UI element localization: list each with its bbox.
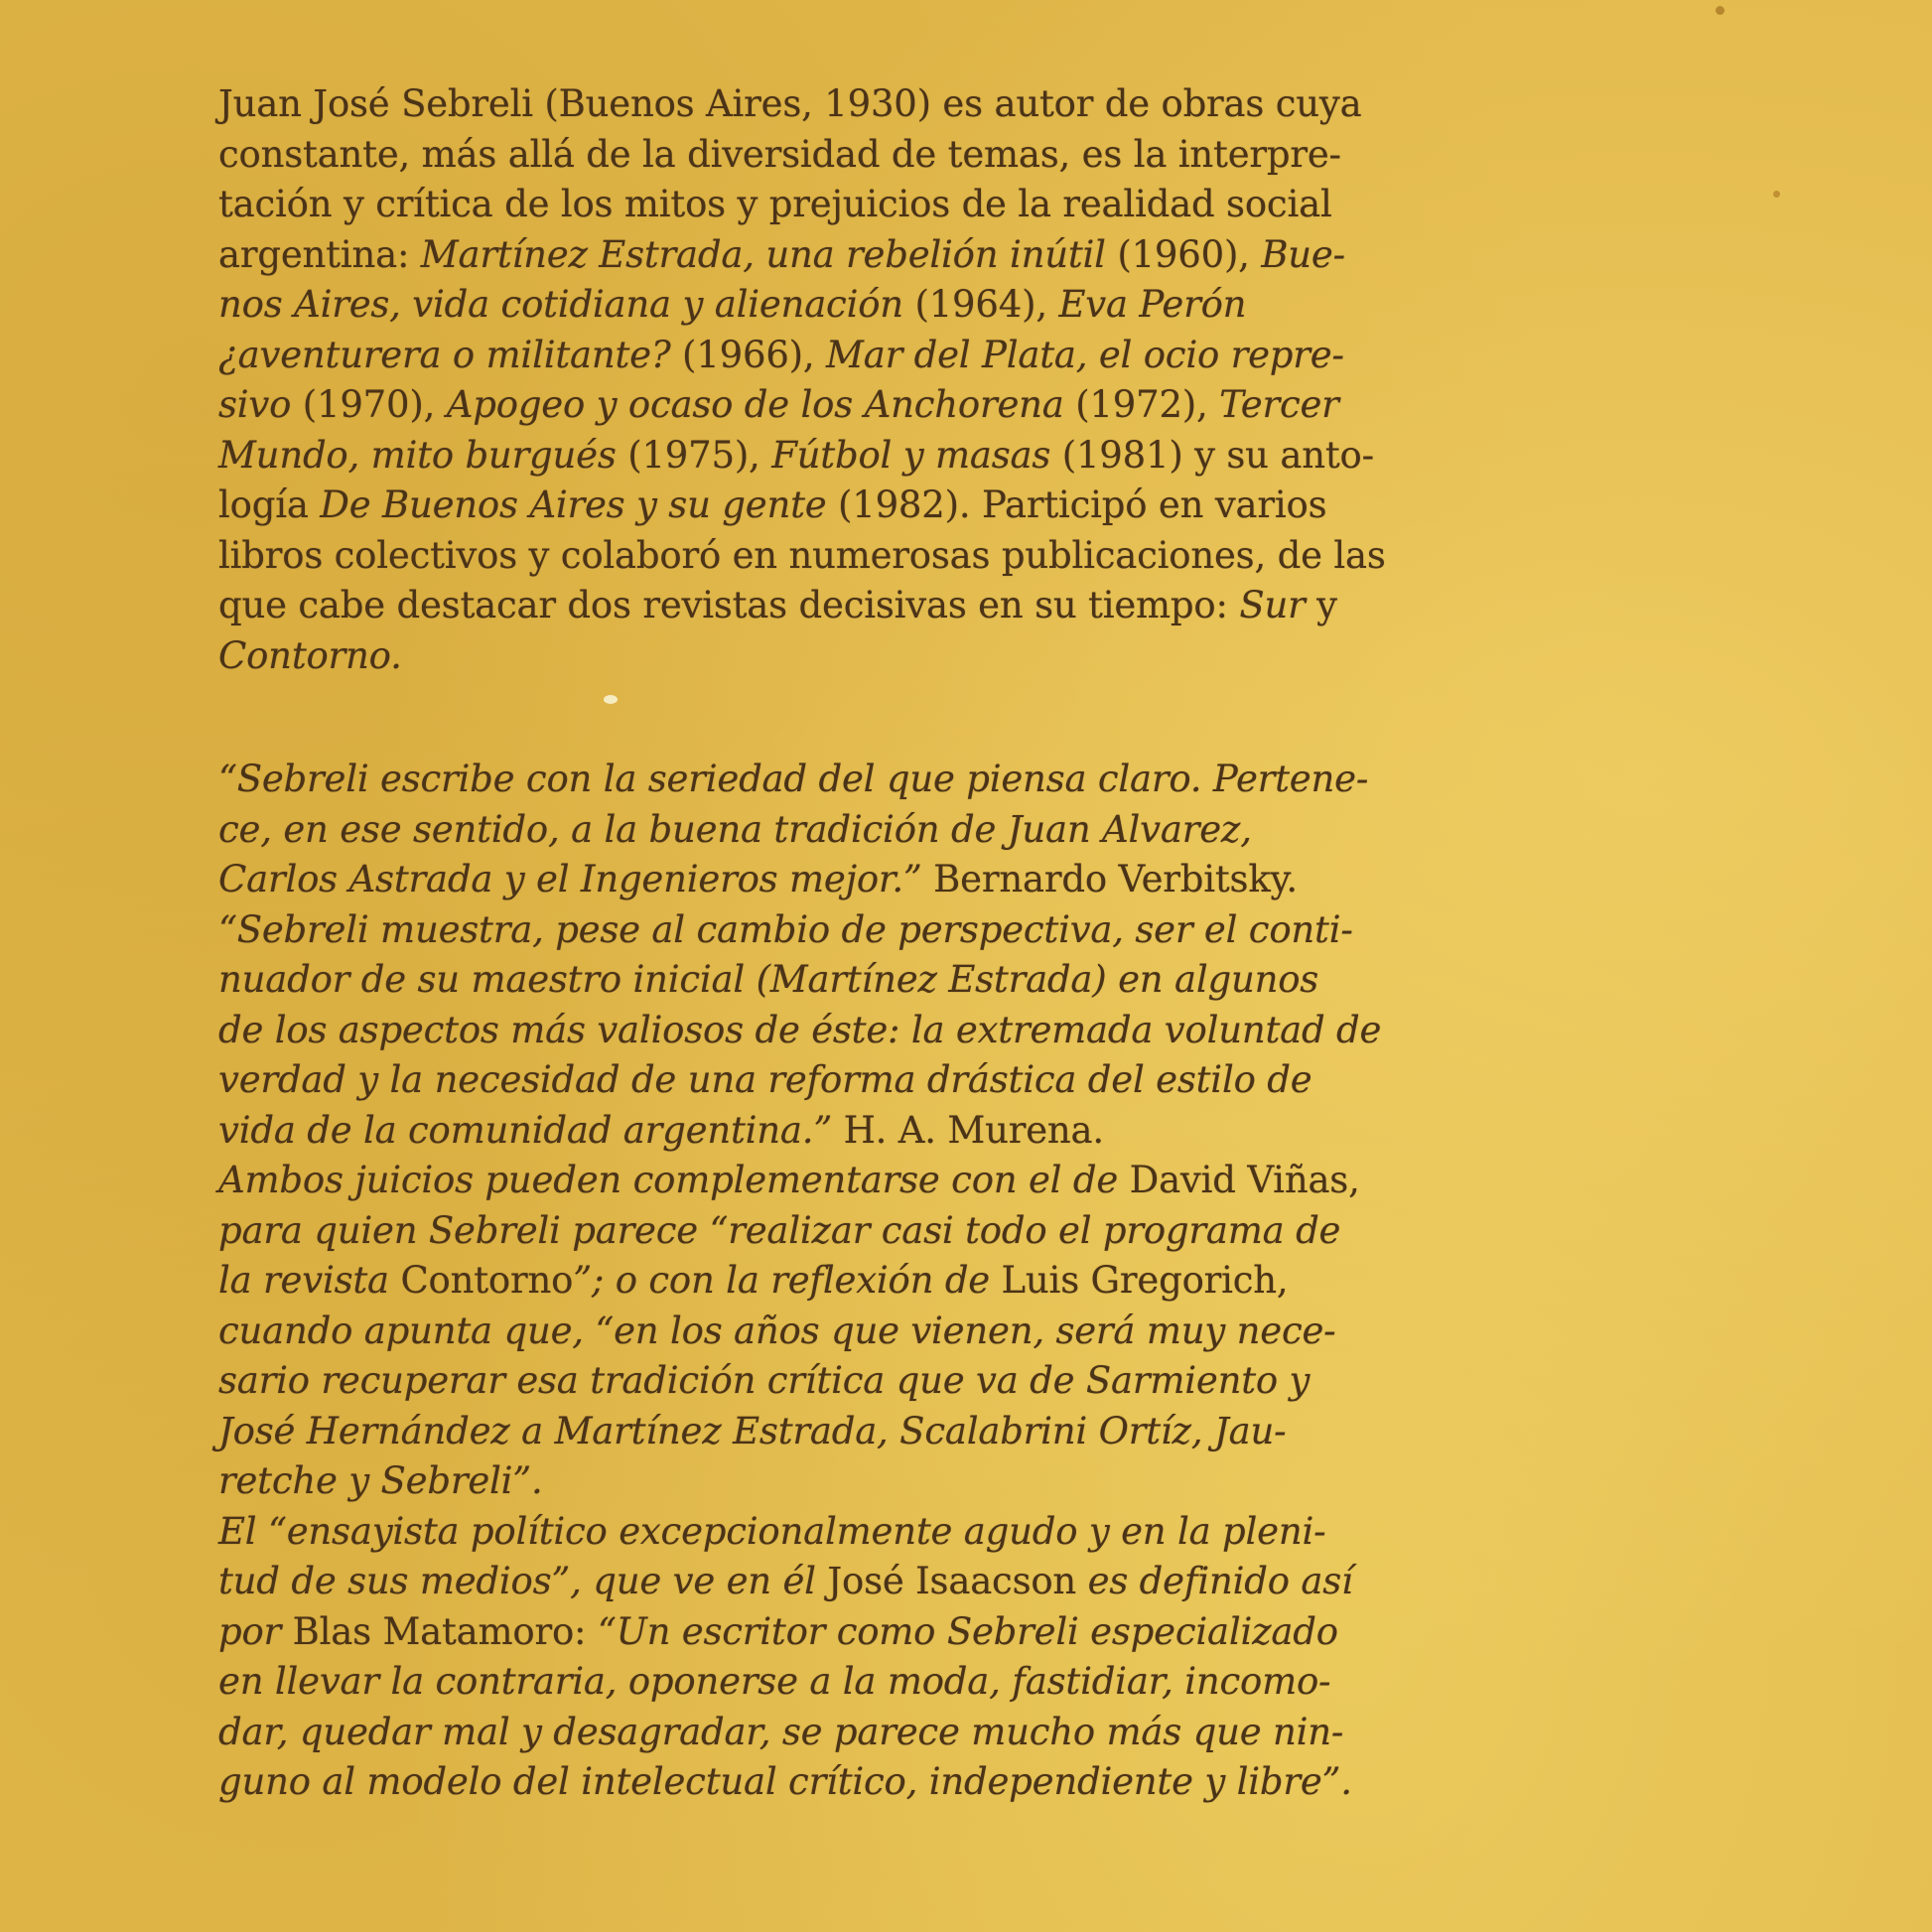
paper-speck xyxy=(1716,6,1725,15)
roman-text-run: libros colectivos y colaboró en numerosas publicaciones, de las xyxy=(218,533,1386,577)
roman-text-run: constante, más allá de la diversidad de temas, es la interpre- xyxy=(218,132,1341,176)
italic-text-run: “Sebreli muestra, pese al cambio de perspectiva, ser el conti- xyxy=(218,907,1353,951)
text-line xyxy=(218,1307,1509,1357)
text-line xyxy=(218,1757,1509,1808)
italic-text-run: “Un escritor como Sebreli especializado xyxy=(597,1609,1338,1653)
text-line xyxy=(218,1106,1509,1157)
text-line xyxy=(218,79,1509,130)
roman-text-run: (1970), xyxy=(291,383,447,426)
roman-text-run: H. A. Murena. xyxy=(832,1108,1104,1152)
roman-text-run: José Isaacson xyxy=(815,1560,1088,1602)
text-line xyxy=(218,180,1509,230)
text-line xyxy=(218,1256,1509,1307)
text-line xyxy=(218,331,1509,381)
roman-text-run: (1975), xyxy=(616,433,772,477)
italic-text-run: Apogeo y ocaso de los Anchorena xyxy=(446,383,1064,426)
italic-text-run: Contorno. xyxy=(218,633,402,677)
italic-text-run: “Sebreli escribe con la seriedad del que piensa claro. Pertene- xyxy=(218,758,1369,800)
italic-text-run: Fútbol y masas xyxy=(771,433,1051,477)
roman-text-run: logía xyxy=(218,483,321,526)
text-line xyxy=(218,1607,1509,1658)
roman-text-run: David Viñas, xyxy=(1118,1159,1360,1201)
text-line xyxy=(218,1356,1509,1407)
italic-text-run: José Hernández a Martínez Estrada, Scalabrini Ortíz, Jau- xyxy=(218,1409,1287,1452)
text-line xyxy=(218,1708,1509,1758)
italic-text-run: verdad y la necesidad de una reforma drástica del estilo de xyxy=(218,1058,1312,1101)
roman-text-run: Blas Matamoro: xyxy=(281,1609,598,1653)
roman-text-run: que cabe destacar dos revistas decisivas en su tiempo: xyxy=(218,584,1240,626)
italic-text-run: cuando apunta que, “en los años que vienen, será muy nece- xyxy=(218,1309,1336,1352)
paper-speck xyxy=(604,695,618,704)
italic-text-run: retche y Sebreli”. xyxy=(218,1459,543,1502)
paper-speck xyxy=(1773,191,1780,198)
text-line xyxy=(218,531,1509,582)
italic-text-run: Carlos Astrada y el Ingenieros mejor.” xyxy=(218,858,922,900)
italic-text-run: tud de sus medios”, que ve en él xyxy=(218,1560,816,1602)
italic-text-run: sario recuperar esa tradición crítica que va de Sarmiento y xyxy=(218,1359,1311,1402)
roman-text-run: (1966), xyxy=(670,333,827,376)
italic-text-run: es definido así xyxy=(1087,1560,1353,1602)
italic-text-run: vida de la comunidad argentina.” xyxy=(218,1108,833,1152)
roman-text-run: (1972), xyxy=(1063,383,1220,426)
roman-text-run: Contorno xyxy=(388,1259,574,1302)
italic-text-run: ¿aventurera o militante? xyxy=(218,333,671,376)
text-line xyxy=(218,130,1509,181)
text-line xyxy=(218,755,1509,805)
italic-text-run: la revista xyxy=(218,1259,389,1302)
text-line xyxy=(218,581,1509,631)
text-line xyxy=(218,955,1509,1006)
roman-text-run: Juan José Sebreli (Buenos Aires, 1930) es autor de obras cuya xyxy=(218,82,1362,125)
text-line xyxy=(218,481,1509,531)
italic-text-run: nos Aires, vida cotidiana y alienación xyxy=(218,283,903,326)
text-line xyxy=(218,855,1509,905)
italic-text-run: Bue- xyxy=(1261,232,1345,276)
italic-text-run: El “ensayista político excepcionalmente agudo y en la pleni- xyxy=(218,1509,1326,1553)
italic-text-run: ce, en ese sentido, a la buena tradición de Juan Alvarez, xyxy=(218,807,1252,851)
italic-text-run: De Buenos Aires y su gente xyxy=(320,483,827,526)
roman-text-run: (1982). Participó en varios xyxy=(826,483,1327,526)
roman-text-run: tación y crítica de los mitos y prejuicios de la realidad social xyxy=(218,183,1332,225)
italic-text-run: sivo xyxy=(218,383,292,426)
text-line xyxy=(218,1456,1509,1507)
text-line xyxy=(218,380,1509,431)
italic-text-run: en llevar la contraria, oponerse a la moda, fastidiar, incomo- xyxy=(218,1660,1331,1703)
text-line xyxy=(218,280,1509,331)
italic-text-run: para quien Sebreli parece “realizar casi todo el programa de xyxy=(218,1208,1341,1252)
italic-text-run: guno al modelo del intelectual crítico, independiente y libre”. xyxy=(218,1760,1352,1803)
italic-text-run: Ambos juicios pueden complementarse con el de xyxy=(218,1159,1119,1201)
text-line xyxy=(218,1507,1509,1558)
italic-text-run: Tercer xyxy=(1219,383,1339,426)
roman-text-run: y xyxy=(1305,584,1337,626)
text-line xyxy=(218,1407,1509,1457)
text-line xyxy=(218,1055,1509,1106)
italic-text-run: por xyxy=(218,1609,282,1653)
text-line xyxy=(218,905,1509,956)
text-line xyxy=(218,1206,1509,1257)
italic-text-run: Mundo, mito burgués xyxy=(218,433,617,477)
roman-text-run: Luis Gregorich, xyxy=(990,1259,1289,1302)
italic-text-run: ”; o con la reflexión de xyxy=(573,1259,990,1302)
roman-text-run: argentina: xyxy=(218,232,421,276)
critics-quotes-paragraph xyxy=(218,755,1509,1808)
author-bio-paragraph xyxy=(218,79,1509,681)
roman-text-run: Bernardo Verbitsky. xyxy=(921,858,1298,900)
italic-text-run: dar, quedar mal y desagradar, se parece mucho más que nin- xyxy=(218,1710,1344,1753)
text-line xyxy=(218,805,1509,856)
text-line xyxy=(218,230,1509,281)
roman-text-run: (1960), xyxy=(1105,232,1262,276)
text-line xyxy=(218,1557,1509,1607)
italic-text-run: Mar del Plata, el ocio repre- xyxy=(826,333,1344,376)
text-line xyxy=(218,1156,1509,1206)
text-line xyxy=(218,1006,1509,1056)
text-line xyxy=(218,1657,1509,1708)
roman-text-run: (1981) y su anto- xyxy=(1050,433,1374,477)
italic-text-run: Sur xyxy=(1239,584,1306,626)
italic-text-run: nuador de su maestro inicial (Martínez Estrada) en algunos xyxy=(218,958,1319,1001)
text-line xyxy=(218,431,1509,482)
italic-text-run: de los aspectos más valiosos de éste: la extremada voluntad de xyxy=(218,1008,1382,1051)
italic-text-run: Eva Perón xyxy=(1058,283,1247,326)
italic-text-run: Martínez Estrada, una rebelión inútil xyxy=(420,232,1106,276)
text-line xyxy=(218,631,1509,682)
roman-text-run: (1964), xyxy=(902,283,1059,326)
